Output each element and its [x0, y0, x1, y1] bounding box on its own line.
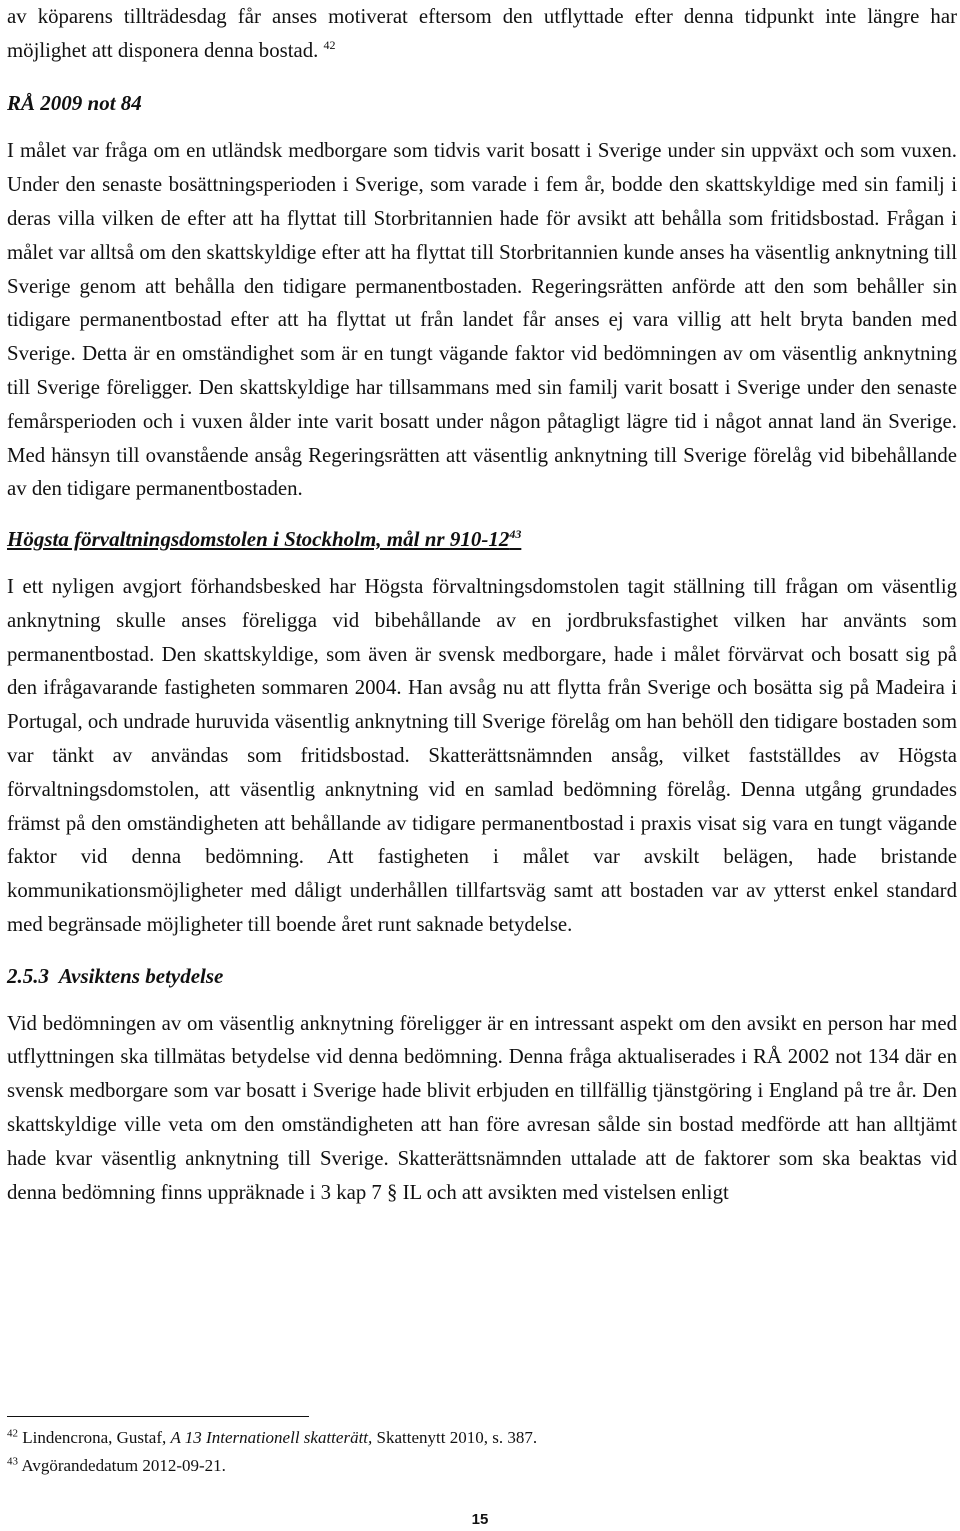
- paragraph-intro-continued: [7, 0, 957, 68]
- footnote-42: [7, 1424, 907, 1452]
- footnotes: [7, 1424, 907, 1480]
- footnote-text: Avgörandedatum 2012-09-21.: [21, 1456, 226, 1475]
- footnote-italic-title: A 13 Internationell skatterätt,: [170, 1428, 373, 1447]
- paragraph-avsikt: Vid bedömningen av om väsentlig anknytning föreligger är en intressant aspekt om den avsikt en person har med utflyttningen ska tillmätas betydelse vid denna bedömning. Denna fråga aktualiserades i RÅ 2002 not 134 där en svensk medborgare som var bosatt i Sverige hade blivit erbjuden en tillfällig tjänstgöring i England på tre år. Den skattskyldige ville veta om den omständigheten att han före avresan sålde sin bostad medförde att han alltjämt hade kvar väsentlig anknytning till Sverige. Skatterättsnämnden uttalade att de faktorer som ska beaktas vid denna bedömning finns uppräknade i 3 kap 7 § IL och att avsikten med vistelsen enligt: [7, 1011, 957, 1204]
- paragraph-text: av köparens tillträdesdag får anses motiverat eftersom den utflyttade efter denna tidpunkt inte längre har möjlighet att disponera denna bostad.: [7, 5, 957, 62]
- footnote-ref-42[interactable]: 42: [323, 37, 336, 52]
- footnote-number: 43: [7, 1455, 18, 1468]
- case-heading-ra-2009: RÅ 2009 not 84: [7, 90, 142, 115]
- document-page: [7, 0, 957, 1209]
- footnote-text-after: Skattenytt 2010, s. 387.: [372, 1428, 538, 1447]
- footnote-number: 42: [7, 1427, 18, 1440]
- case-heading-hfd-text: Högsta förvaltningsdomstolen i Stockholm, mål nr 910-12: [7, 527, 510, 552]
- paragraph-hfd: I ett nyligen avgjort förhandsbesked har Högsta förvaltningsdomstolen tagit ställning till frågan om väsentlig anknytning skulle anses föreligga vid bibehållande av en jordbruksfastighet vilken har använts som permanentbostad. Den skattskyldige, som även är svensk medborgare, hade i målet förvärvat och bosatt sig på den ifrågavarande fastigheten sommaren 2004. Han avsåg nu att flytta från Sverige och bosätta sig på Madeira i Portugal, och undrade huruvida väsentlig anknytning till Sverige förelåg om han behöll den tidigare bostaden som var tänkt av användas som fritidsbostad. Skatterättsnämnden ansåg, vilket fastställdes av Högsta förvaltningsdomstolen, att väsentlig anknytning vid en samlad bedömning förelåg. Denna utgång grundades främst på den omständigheten att behållande av tidigare permanentbostad i praxis visat sig vara en tungt vägande faktor vid denna bedömning. Att fastigheten i målet var avskilt belägen, hade bristande kommunikationsmöjligheter med dåligt underhållen tillfartsväg samt att bostaden var av ytterst enkel standard med begränsade möjligheter till boende året runt saknade betydelse.: [7, 574, 957, 936]
- footnote-text: Lindencrona, Gustaf,: [22, 1428, 171, 1447]
- section-heading-2-5-3: 2.5.3 Avsiktens betydelse: [7, 963, 224, 988]
- paragraph-ra-2009: I målet var fråga om en utländsk medborgare som tidvis varit bosatt i Sverige under sin uppväxt och som vuxen. Under den senaste bosättningsperioden i Sverige, som varade i fem år, bodde den skattskyldige med sin familj i deras villa vilken de efter att ha flyttat till Storbritannien hade för avsikt att behålla som fritidsbostad. Frågan i målet var alltså om den skattskyldige efter att ha flyttat till Storbritannien kunde anses ha väsentlig anknytning till Sverige genom att behålla den tidigare permanentbostaden. Regeringsrätten anförde att den som behåller sin tidigare permanentbostad efter att ha flyttat ut från landet får anses ej vara villig att helt bryta banden med Sverige. Detta är en omständighet som är en tungt vägande faktor vid bedömningen av om väsentlig anknytning till Sverige föreligger. Den skattskyldige har tillsammans med sin familj varit bosatt i Sverige under den senaste femårsperioden och i vuxen ålder inte varit bosatt under någon påtagligt lägre tid i något annat land än Sverige. Med hänsyn till ovanstående ansåg Regeringsrätten att väsentlig anknytning till Sverige förelåg vid bibehållande av den tidigare permanentbostaden.: [7, 139, 957, 501]
- case-heading-hfd: [7, 523, 957, 557]
- footnote-43: [7, 1452, 907, 1480]
- footnote-separator: [7, 1416, 309, 1417]
- footnote-ref-43[interactable]: 43: [509, 527, 522, 542]
- page-number: 15: [471, 1511, 489, 1528]
